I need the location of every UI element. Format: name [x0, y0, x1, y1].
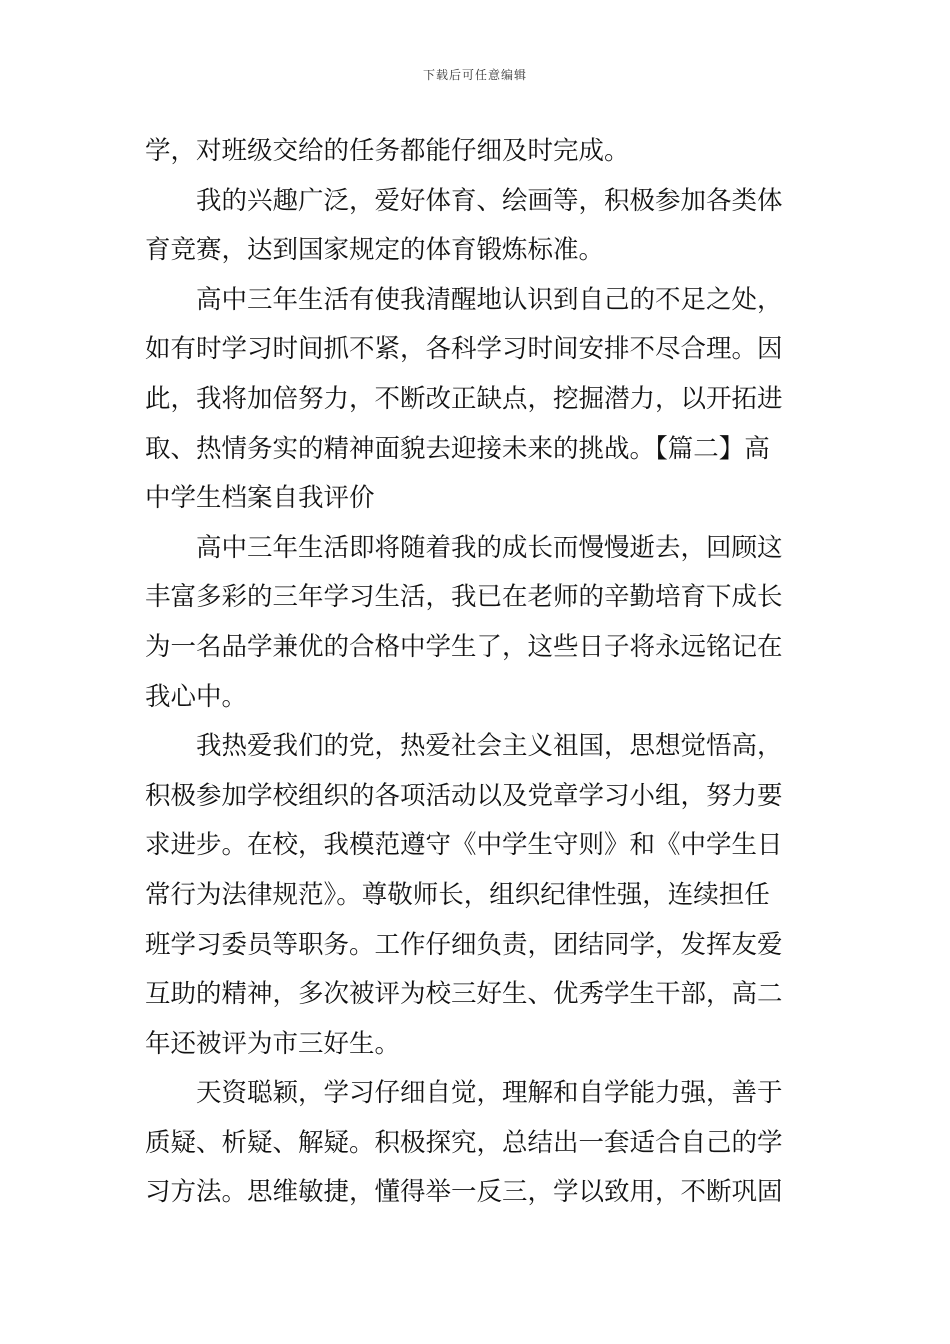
document-body — [145, 127, 807, 1218]
text-line: 互助的精神，多次被评为校三好生、优秀学生干部，高二 — [145, 979, 783, 1010]
text-line: 中学生档案自我评价 — [145, 483, 375, 514]
text-line: 取、热情务实的精神面貌去迎接未来的挑战。【篇二】高 — [145, 433, 770, 464]
text-line: 我热爱我们的党，热爱社会主义祖国，思想觉悟高， — [196, 731, 783, 762]
text-line: 天资聪颖，学习仔细自觉，理解和自学能力强，善于 — [196, 1078, 783, 1109]
page-header: 下载后可任意编辑 — [422, 68, 527, 82]
text-line: 班学习委员等职务。工作仔细负责，团结同学，发挥友爱 — [145, 929, 783, 960]
text-line: 高中三年生活有使我清醒地认识到自己的不足之处， — [196, 284, 783, 315]
text-line: 此，我将加倍努力，不断改正缺点，挖掘潜力，以开拓进 — [145, 383, 783, 414]
text-line: 如有时学习时间抓不紧，各科学习时间安排不尽合理。因 — [145, 334, 783, 365]
text-line: 常行为法律规范》。尊敬师长，组织纪律性强，连续担任 — [145, 879, 770, 910]
text-line: 丰富多彩的三年学习生活，我已在老师的辛勤培育下成长 — [145, 582, 783, 613]
text-line: 学，对班级交给的任务都能仔细及时完成。 — [145, 136, 630, 166]
text-line: 我心中。 — [145, 681, 248, 712]
text-line: 我的兴趣广泛，爱好体育、绘画等，积极参加各类体 — [196, 185, 783, 216]
text-line: 为一名品学兼优的合格中学生了，这些日子将永远铭记在 — [145, 631, 783, 662]
text-line: 习方法。思维敏捷，懂得举一反三，学以致用，不断巩固 — [145, 1177, 783, 1208]
text-line: 育竞赛，达到国家规定的体育锻炼标准。 — [145, 235, 605, 266]
text-line: 高中三年生活即将随着我的成长而慢慢逝去，回顾这 — [196, 532, 783, 563]
text-line: 积极参加学校组织的各项活动以及党章学习小组，努力要 — [145, 780, 783, 811]
text-line: 年还被评为市三好生。 — [145, 1028, 401, 1059]
text-line: 质疑、析疑、解疑。积极探究，总结出一套适合自己的学 — [145, 1127, 783, 1158]
text-line: 求进步。在校，我模范遵守《中学生守则》和《中学生日 — [145, 830, 783, 861]
